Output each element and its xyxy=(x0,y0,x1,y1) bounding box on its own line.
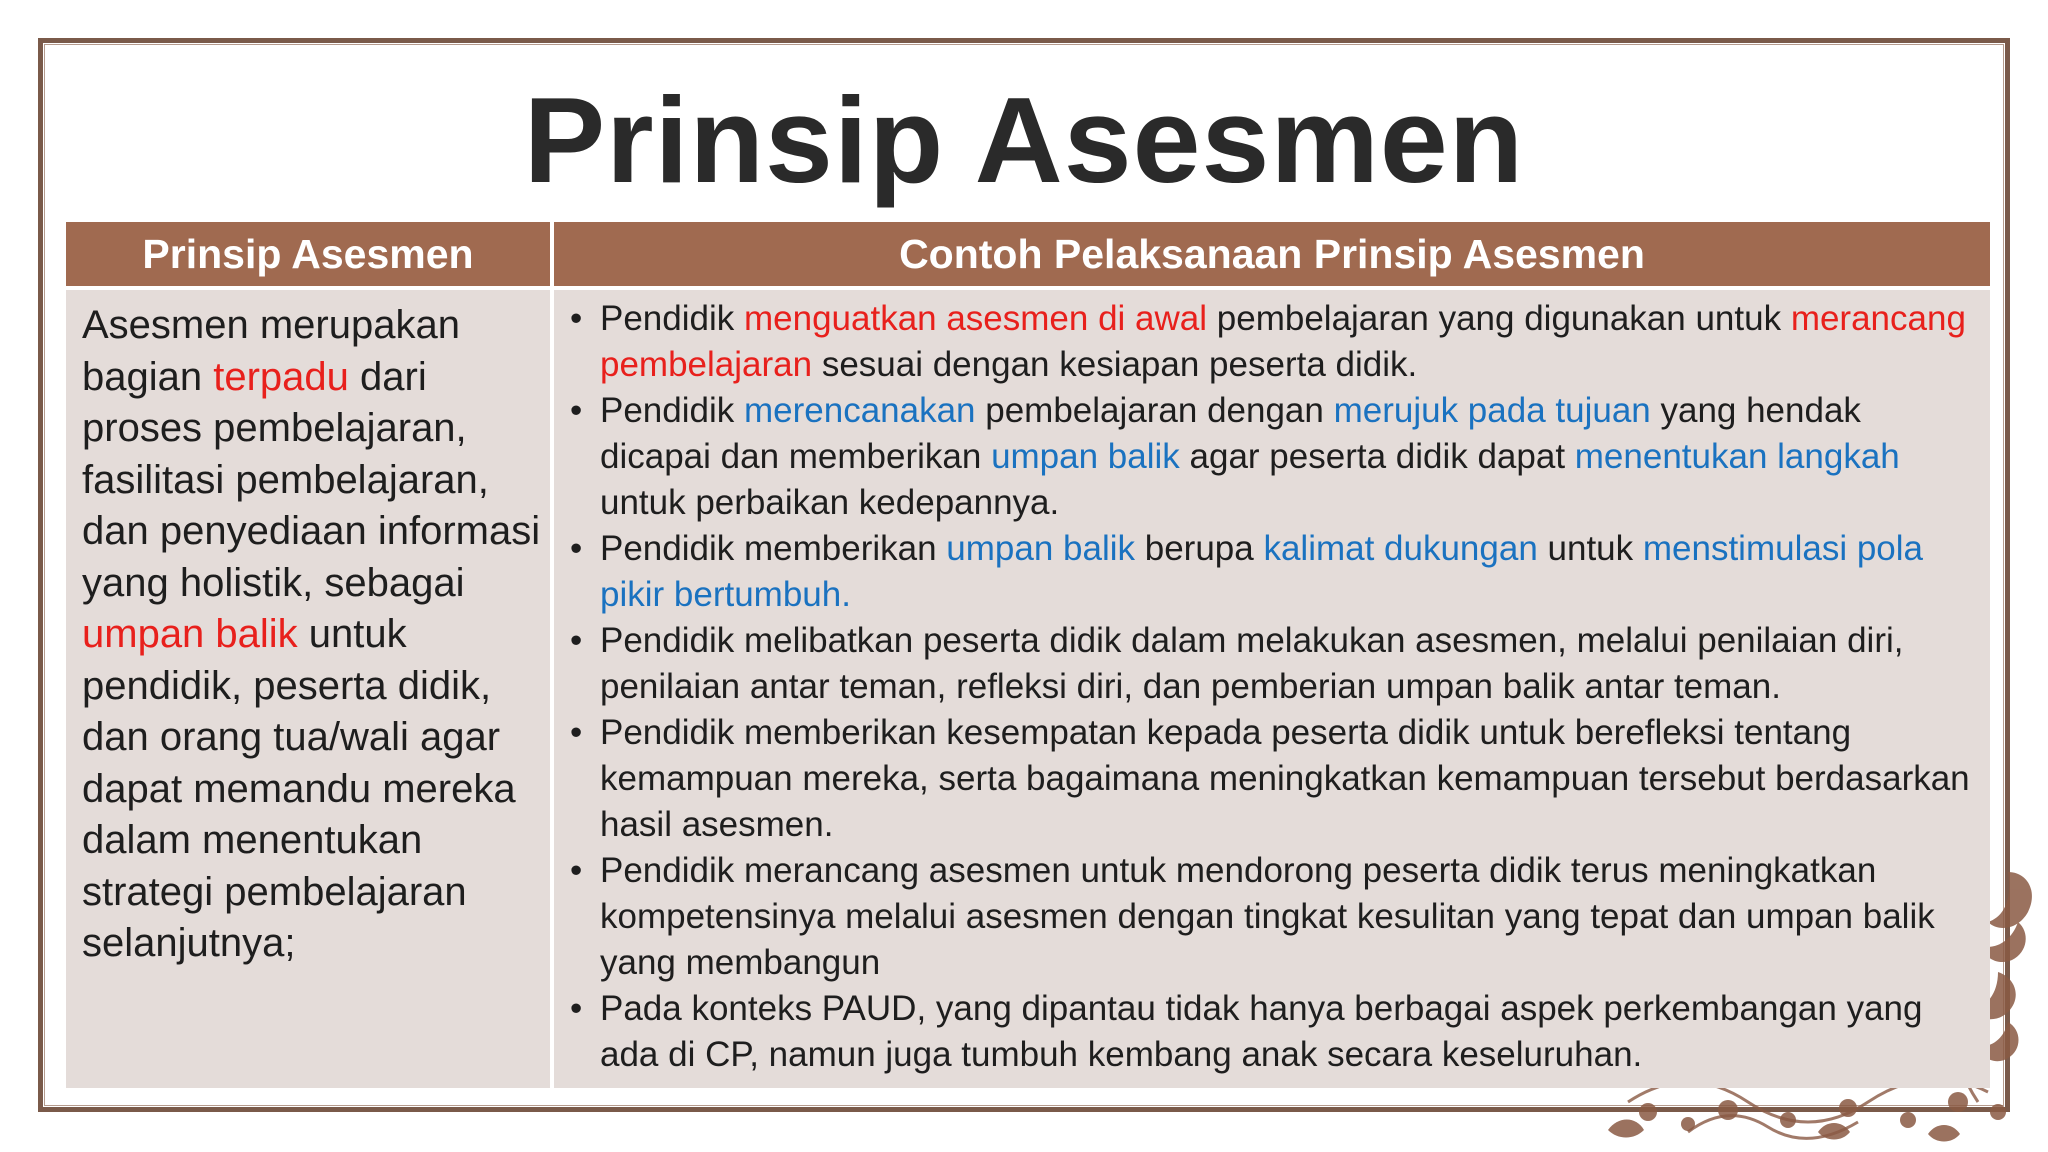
list-item: • Pendidik merencanakan pembelajaran dengan merujuk pada tujuan yang hendak dicapai dan memberikan umpan balik agar peserta didik dapat menentukan langkah untuk perbaikan kedepannya. xyxy=(570,391,1900,522)
list-item: • Pendidik merancang asesmen untuk mendorong peserta didik terus meningkatkan kompetensinya melalui asesmen dengan tingkat kesulitan yang tepat dan umpan balik yang membangun xyxy=(570,851,1935,982)
list-item: • Pada konteks PAUD, yang dipantau tidak hanya berbagai aspek perkembangan yang ada di CP, namun juga tumbuh kembang anak secara keseluruhan. xyxy=(570,989,1923,1074)
principles-table xyxy=(66,222,1990,1088)
list-item: • Pendidik menguatkan asesmen di awal pembelajaran yang digunakan untuk merancang pembelajaran sesuai dengan kesiapan peserta didik. xyxy=(570,299,1966,384)
page-title: Prinsip Asesmen xyxy=(523,72,1525,208)
principle-cell xyxy=(66,290,550,1088)
principle-text: Asesmen merupakan bagian terpadu dari proses pembelajaran, fasilitasi pembelajaran, dan penyediaan informasi yang holistik, sebagai umpan balik untuk pendidik, peserta didik, dan orang tua/wali agar dapat memandu mereka dalam menentukan strategi pembelajaran selanjutnya; xyxy=(82,303,541,965)
header-right: Contoh Pelaksanaan Prinsip Asesmen xyxy=(554,222,1990,286)
list-item: • Pendidik memberikan kesempatan kepada peserta didik untuk berefleksi tentang kemampuan mereka, serta bagaimana meningkatkan kemampuan tersebut berdasarkan hasil asesmen. xyxy=(570,713,1970,844)
examples-list xyxy=(570,296,1980,1078)
list-item: • Pendidik memberikan umpan balik berupa kalimat dukungan untuk menstimulasi pola pikir bertumbuh. xyxy=(570,529,1923,614)
list-item: • Pendidik melibatkan peserta didik dalam melakukan asesmen, melalui penilaian diri, penilaian antar teman, refleksi diri, dan pemberian umpan balik antar teman. xyxy=(570,621,1904,706)
examples-cell xyxy=(554,290,1990,1088)
header-left: Prinsip Asesmen xyxy=(66,222,550,286)
